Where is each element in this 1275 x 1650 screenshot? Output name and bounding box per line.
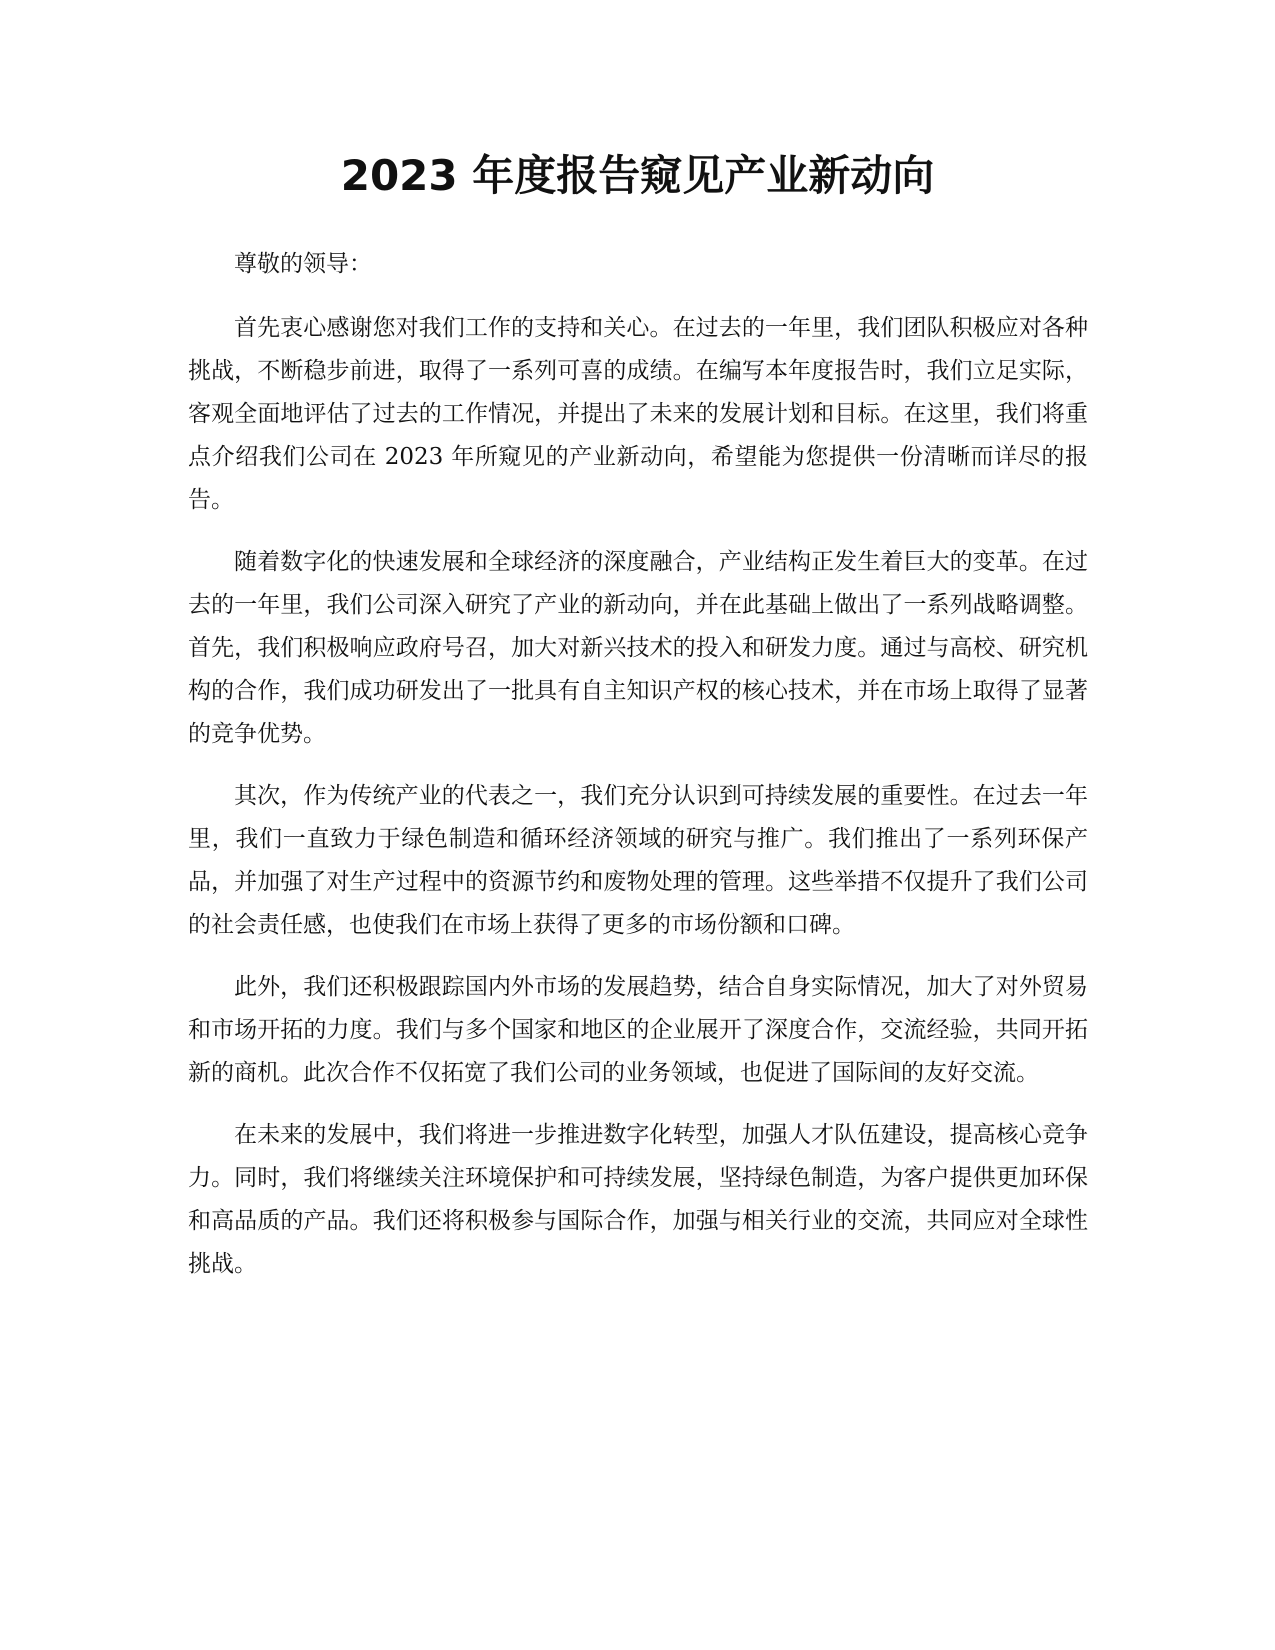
paragraph-4: 此外，我们还积极跟踪国内外市场的发展趋势，结合自身实际情况，加大了对外贸易和市场开拓的力度。我们与多个国家和地区的企业展开了深度合作，交流经验，共同开拓新的商机。此次合作不仅拓宽了我们公司的业务领域，也促进了国际间的友好交流。 xyxy=(188,974,1088,1086)
paragraph-3: 其次，作为传统产业的代表之一，我们充分认识到可持续发展的重要性。在过去一年里，我们一直致力于绿色制造和循环经济领域的研究与推广。我们推出了一系列环保产品，并加强了对生产过程中的资源节约和废物处理的管理。这些举措不仅提升了我们公司的社会责任感，也使我们在市场上获得了更多的市场份额和口碑。 xyxy=(188,783,1088,938)
paragraph-1: 首先衷心感谢您对我们工作的支持和关心。在过去的一年里，我们团队积极应对各种挑战，不断稳步前进，取得了一系列可喜的成绩。在编写本年度报告时，我们立足实际，客观全面地评估了过去的工作情况，并提出了未来的发展计划和目标。在这里，我们将重点介绍我们公司在 2023 年所窥见的产业新动向，希望能为您提供一份清晰而详尽的报告。 xyxy=(188,315,1088,513)
paragraph-2: 随着数字化的快速发展和全球经济的深度融合，产业结构正发生着巨大的变革。在过去的一年里，我们公司深入研究了产业的新动向，并在此基础上做出了一系列战略调整。首先，我们积极响应政府号召，加大对新兴技术的投入和研发力度。通过与高校、研究机构的合作，我们成功研发出了一批具有自主知识产权的核心技术，并在市场上取得了显著的竞争优势。 xyxy=(188,549,1088,747)
document-title: 2023 年度报告窥见产业新动向 xyxy=(340,151,935,200)
document-body xyxy=(188,243,1088,1305)
salutation: 尊敬的领导： xyxy=(234,251,372,277)
paragraph-5: 在未来的发展中，我们将进一步推进数字化转型，加强人才队伍建设，提高核心竞争力。同时，我们将继续关注环境保护和可持续发展，坚持绿色制造，为客户提供更加环保和高品质的产品。我们还将积极参与国际合作，加强与相关行业的交流，共同应对全球性挑战。 xyxy=(188,1122,1088,1277)
